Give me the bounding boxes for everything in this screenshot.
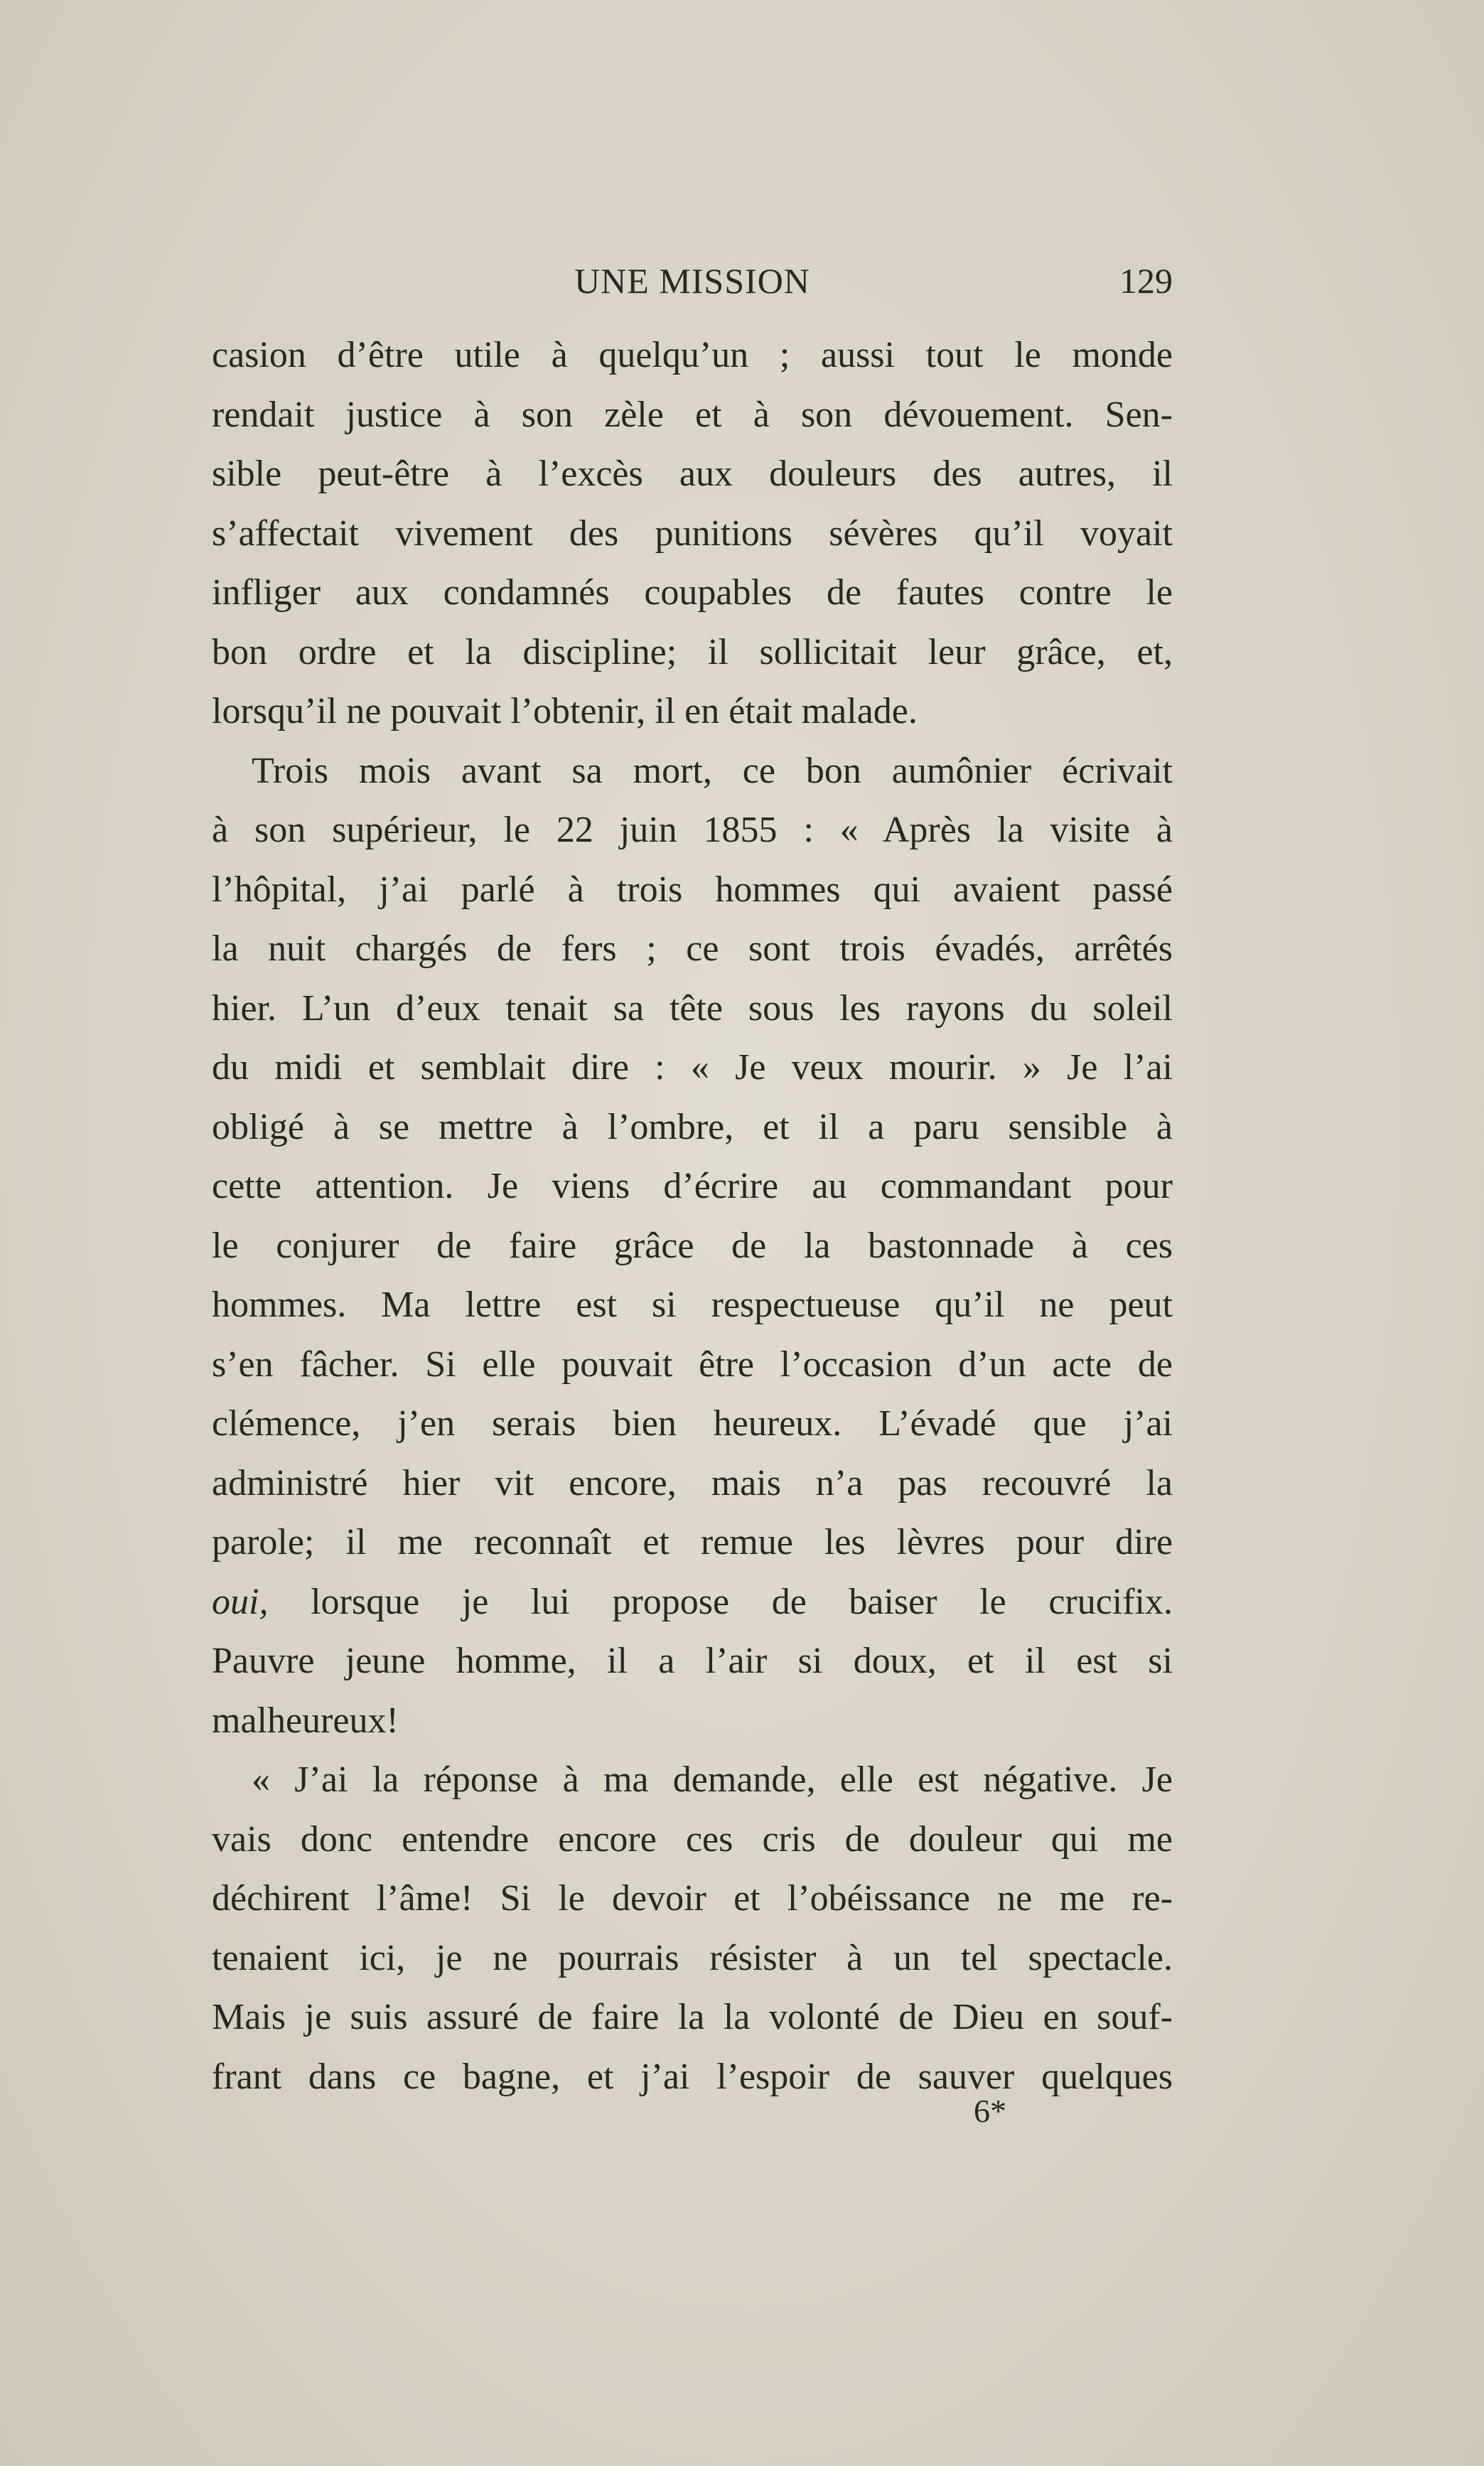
- text-line: administré hier vit encore, mais n’a pas recouvré la: [212, 1462, 1173, 1503]
- text-line: parole; il me reconnaît et remue les lèvres pour dire: [212, 1522, 1173, 1562]
- text-line: cette attention. Je viens d’écrire au commandant pour: [212, 1166, 1173, 1206]
- paragraph-start-line: Trois mois avant sa mort, ce bon aumônier écrivait: [252, 750, 1173, 791]
- text-line: le conjurer de faire grâce de la bastonnade à ces: [212, 1225, 1173, 1266]
- text-line: rendait justice à son zèle et à son dévouement. Sen-: [212, 394, 1173, 435]
- body-text: [212, 326, 1173, 2106]
- paragraph-start-line: « J’ai la réponse à ma demande, elle est négative. Je: [252, 1759, 1173, 1800]
- text-line: du midi et semblait dire : « Je veux mourir. » Je l’ai: [212, 1047, 1173, 1088]
- text-line: malheureux!: [212, 1700, 399, 1741]
- running-title: UNE MISSION: [574, 261, 810, 301]
- signature-mark: 6*: [974, 2093, 1006, 2129]
- text-line: hommes. Ma lettre est si respectueuse qu’il ne peut: [212, 1285, 1173, 1325]
- text-line-with-italic: [212, 1572, 1173, 1632]
- text-line: s’en fâcher. Si elle pouvait être l’occasion d’un acte de: [212, 1344, 1173, 1385]
- text-line: clémence, j’en serais bien heureux. L’évadé que j’ai: [212, 1403, 1173, 1444]
- text-line: hier. L’un d’eux tenait sa tête sous les rayons du soleil: [212, 987, 1173, 1029]
- text-line: lorsqu’il ne pouvait l’obtenir, il en était malade.: [212, 691, 918, 731]
- text-line: frant dans ce bagne, et j’ai l’espoir de sauver quelques: [212, 2056, 1173, 2097]
- text-line: l’hôpital, j’ai parlé à trois hommes qui avaient passé: [212, 869, 1173, 910]
- text-line: la nuit chargés de fers ; ce sont trois évadés, arrêtés: [212, 928, 1173, 969]
- text-line: casion d’être utile à quelqu’un ; aussi tout le monde: [212, 335, 1173, 375]
- text-line-rest: lorsque je lui propose de baiser le crucifix.: [311, 1581, 1173, 1622]
- page-number: 129: [1119, 261, 1173, 301]
- text-line: tenaient ici, je ne pourrais résister à un tel spectacle.: [212, 1937, 1173, 1978]
- text-line: Pauvre jeune homme, il a l’air si doux, et il est si: [212, 1641, 1173, 1681]
- text-line: sible peut-être à l’excès aux douleurs des autres, il: [212, 454, 1173, 494]
- text-line: vais donc entendre encore ces cris de douleur qui me: [212, 1818, 1173, 1860]
- text-line: Mais je suis assuré de faire la la volonté de Dieu en souf-: [212, 1997, 1173, 2037]
- running-head: [212, 256, 1173, 306]
- text-line: s’affectait vivement des punitions sévères qu’il voyait: [212, 513, 1173, 554]
- text-line: obligé à se mettre à l’ombre, et il a paru sensible à: [212, 1106, 1173, 1147]
- text-line: bon ordre et la discipline; il sollicitait leur grâce, et,: [212, 631, 1173, 672]
- text-line: infliger aux condamnés coupables de fautes contre le: [212, 572, 1173, 613]
- text-line: déchirent l’âme! Si le devoir et l’obéissance ne me re-: [212, 1878, 1173, 1919]
- italic-word: oui,: [212, 1581, 269, 1622]
- text-line: à son supérieur, le 22 juin 1855 : « Après la visite à: [212, 810, 1173, 850]
